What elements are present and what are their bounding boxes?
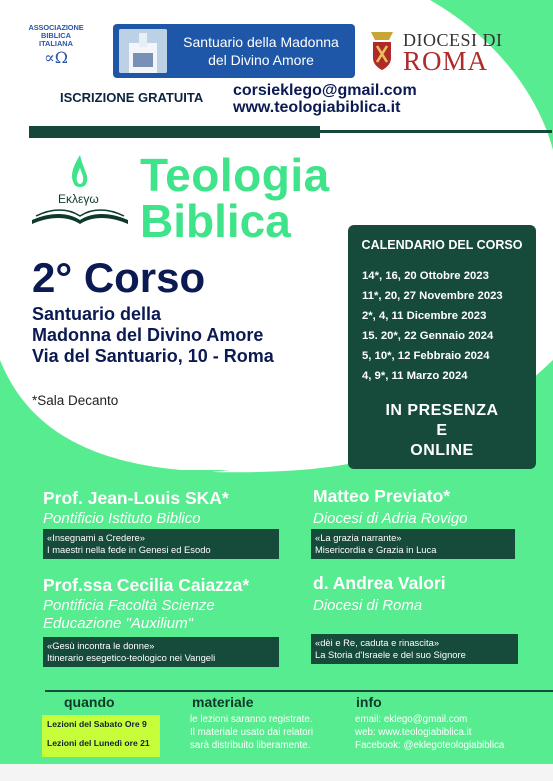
santuario-banner	[113, 24, 355, 78]
talk-box: «Gesù incontra le donne» Itinerario esegetico-teologico nei Vangeli	[43, 637, 279, 667]
speaker-institution: Diocesi di Adria Rovigo	[313, 510, 468, 527]
footer-heading-materiale: materiale	[192, 694, 254, 710]
santuario-line2: del Divino Amore	[208, 52, 314, 68]
talk-box: «dèi e Re, caduta e rinascita» La Storia d'Israele e del suo Signore	[311, 634, 518, 664]
diocesi-text: DIOCESI DI	[403, 30, 503, 50]
speaker-institution: Pontificio Istituto Biblico	[43, 510, 201, 527]
divider-line	[320, 130, 552, 133]
santuario-photo	[119, 29, 167, 73]
footer-heading-quando: quando	[64, 694, 115, 710]
speaker-name: d. Andrea Valori	[313, 573, 446, 593]
calendar-title: CALENDARIO DEL CORSO	[361, 238, 523, 252]
speaker-institution: Diocesi di Roma	[313, 597, 423, 614]
course-title: 2° Corso	[32, 254, 206, 301]
materiale-text: le lezioni saranno registrate. Il materiale usato dai relatori sarà distribuito liberamente.	[190, 714, 314, 751]
santuario-line1: Santuario della Madonna	[183, 34, 339, 50]
footer-divider	[45, 690, 553, 692]
email-link[interactable]: corsieklego@gmail.com	[233, 82, 417, 99]
modality: IN PRESENZA E ONLINE	[385, 402, 499, 459]
alpha-omega-icon	[28, 49, 84, 67]
calendar-row: 15. 20*, 22 Gennaio 2024	[362, 330, 494, 342]
title-line1: Teologia	[140, 149, 330, 201]
crest-icon	[365, 28, 399, 74]
address: Santuario della Madonna del Divino Amore Via del Santuario, 10 - Roma	[32, 304, 274, 366]
calendar-row: 4, 9*, 11 Marzo 2024	[362, 370, 468, 382]
roma-text: ROMA	[403, 46, 489, 76]
calendar-row: 5, 10*, 12 Febbraio 2024	[362, 350, 490, 362]
speaker-name: Matteo Previato*	[313, 486, 451, 506]
calendar-row: 14*, 16, 20 Ottobre 2023	[362, 270, 489, 282]
info-email[interactable]: email: eklego@gmail.com	[355, 714, 468, 725]
speaker-name: Prof.ssa Cecilia Caiazza*	[43, 575, 250, 595]
footer-heading-info: info	[356, 694, 382, 710]
info-web[interactable]: web: www.teologiabiblica.it	[355, 726, 472, 738]
calendar-box	[348, 225, 536, 469]
eklego-text: Εκλεγω	[58, 192, 99, 206]
info-facebook[interactable]: Facebook: @eklegoteologiabiblica	[355, 739, 505, 751]
calendar-row: 2*, 4, 11 Dicembre 2023	[362, 310, 487, 322]
bottom-strip	[0, 764, 553, 781]
title-line2: Biblica	[140, 195, 291, 247]
calendar-row: 11*, 20, 27 Novembre 2023	[362, 290, 503, 302]
website-link[interactable]: www.teologiabiblica.it	[233, 99, 401, 116]
sala-note: *Sala Decanto	[32, 393, 119, 408]
eklego-logo	[30, 150, 130, 240]
speaker-name: Prof. Jean-Louis SKA*	[43, 488, 229, 508]
talk-box: «Insegnami a Credere» I maestri nella fede in Genesi ed Esodo	[43, 529, 279, 559]
info-text	[355, 714, 504, 752]
aib-logo: ASSOCIAZIONE BIBLICA ITALIANA ∝Ω	[28, 23, 84, 67]
iscrizione-label: ISCRIZIONE GRATUITA	[60, 90, 204, 105]
talk-box: «La grazia narrante» Misericordia e Grazia in Luca	[311, 529, 515, 559]
contact-block	[233, 82, 417, 116]
divider-bar	[29, 126, 320, 138]
svg-text:∝Ω: ∝Ω	[43, 49, 69, 67]
schedule-highlight: Lezioni del Sabato Ore 9 Lezioni del Lunedì ore 21	[42, 715, 160, 757]
diocesi-logo	[365, 28, 510, 74]
speaker-institution: Pontificia Facoltà Scienze Educazione "Auxilium"	[43, 597, 215, 632]
